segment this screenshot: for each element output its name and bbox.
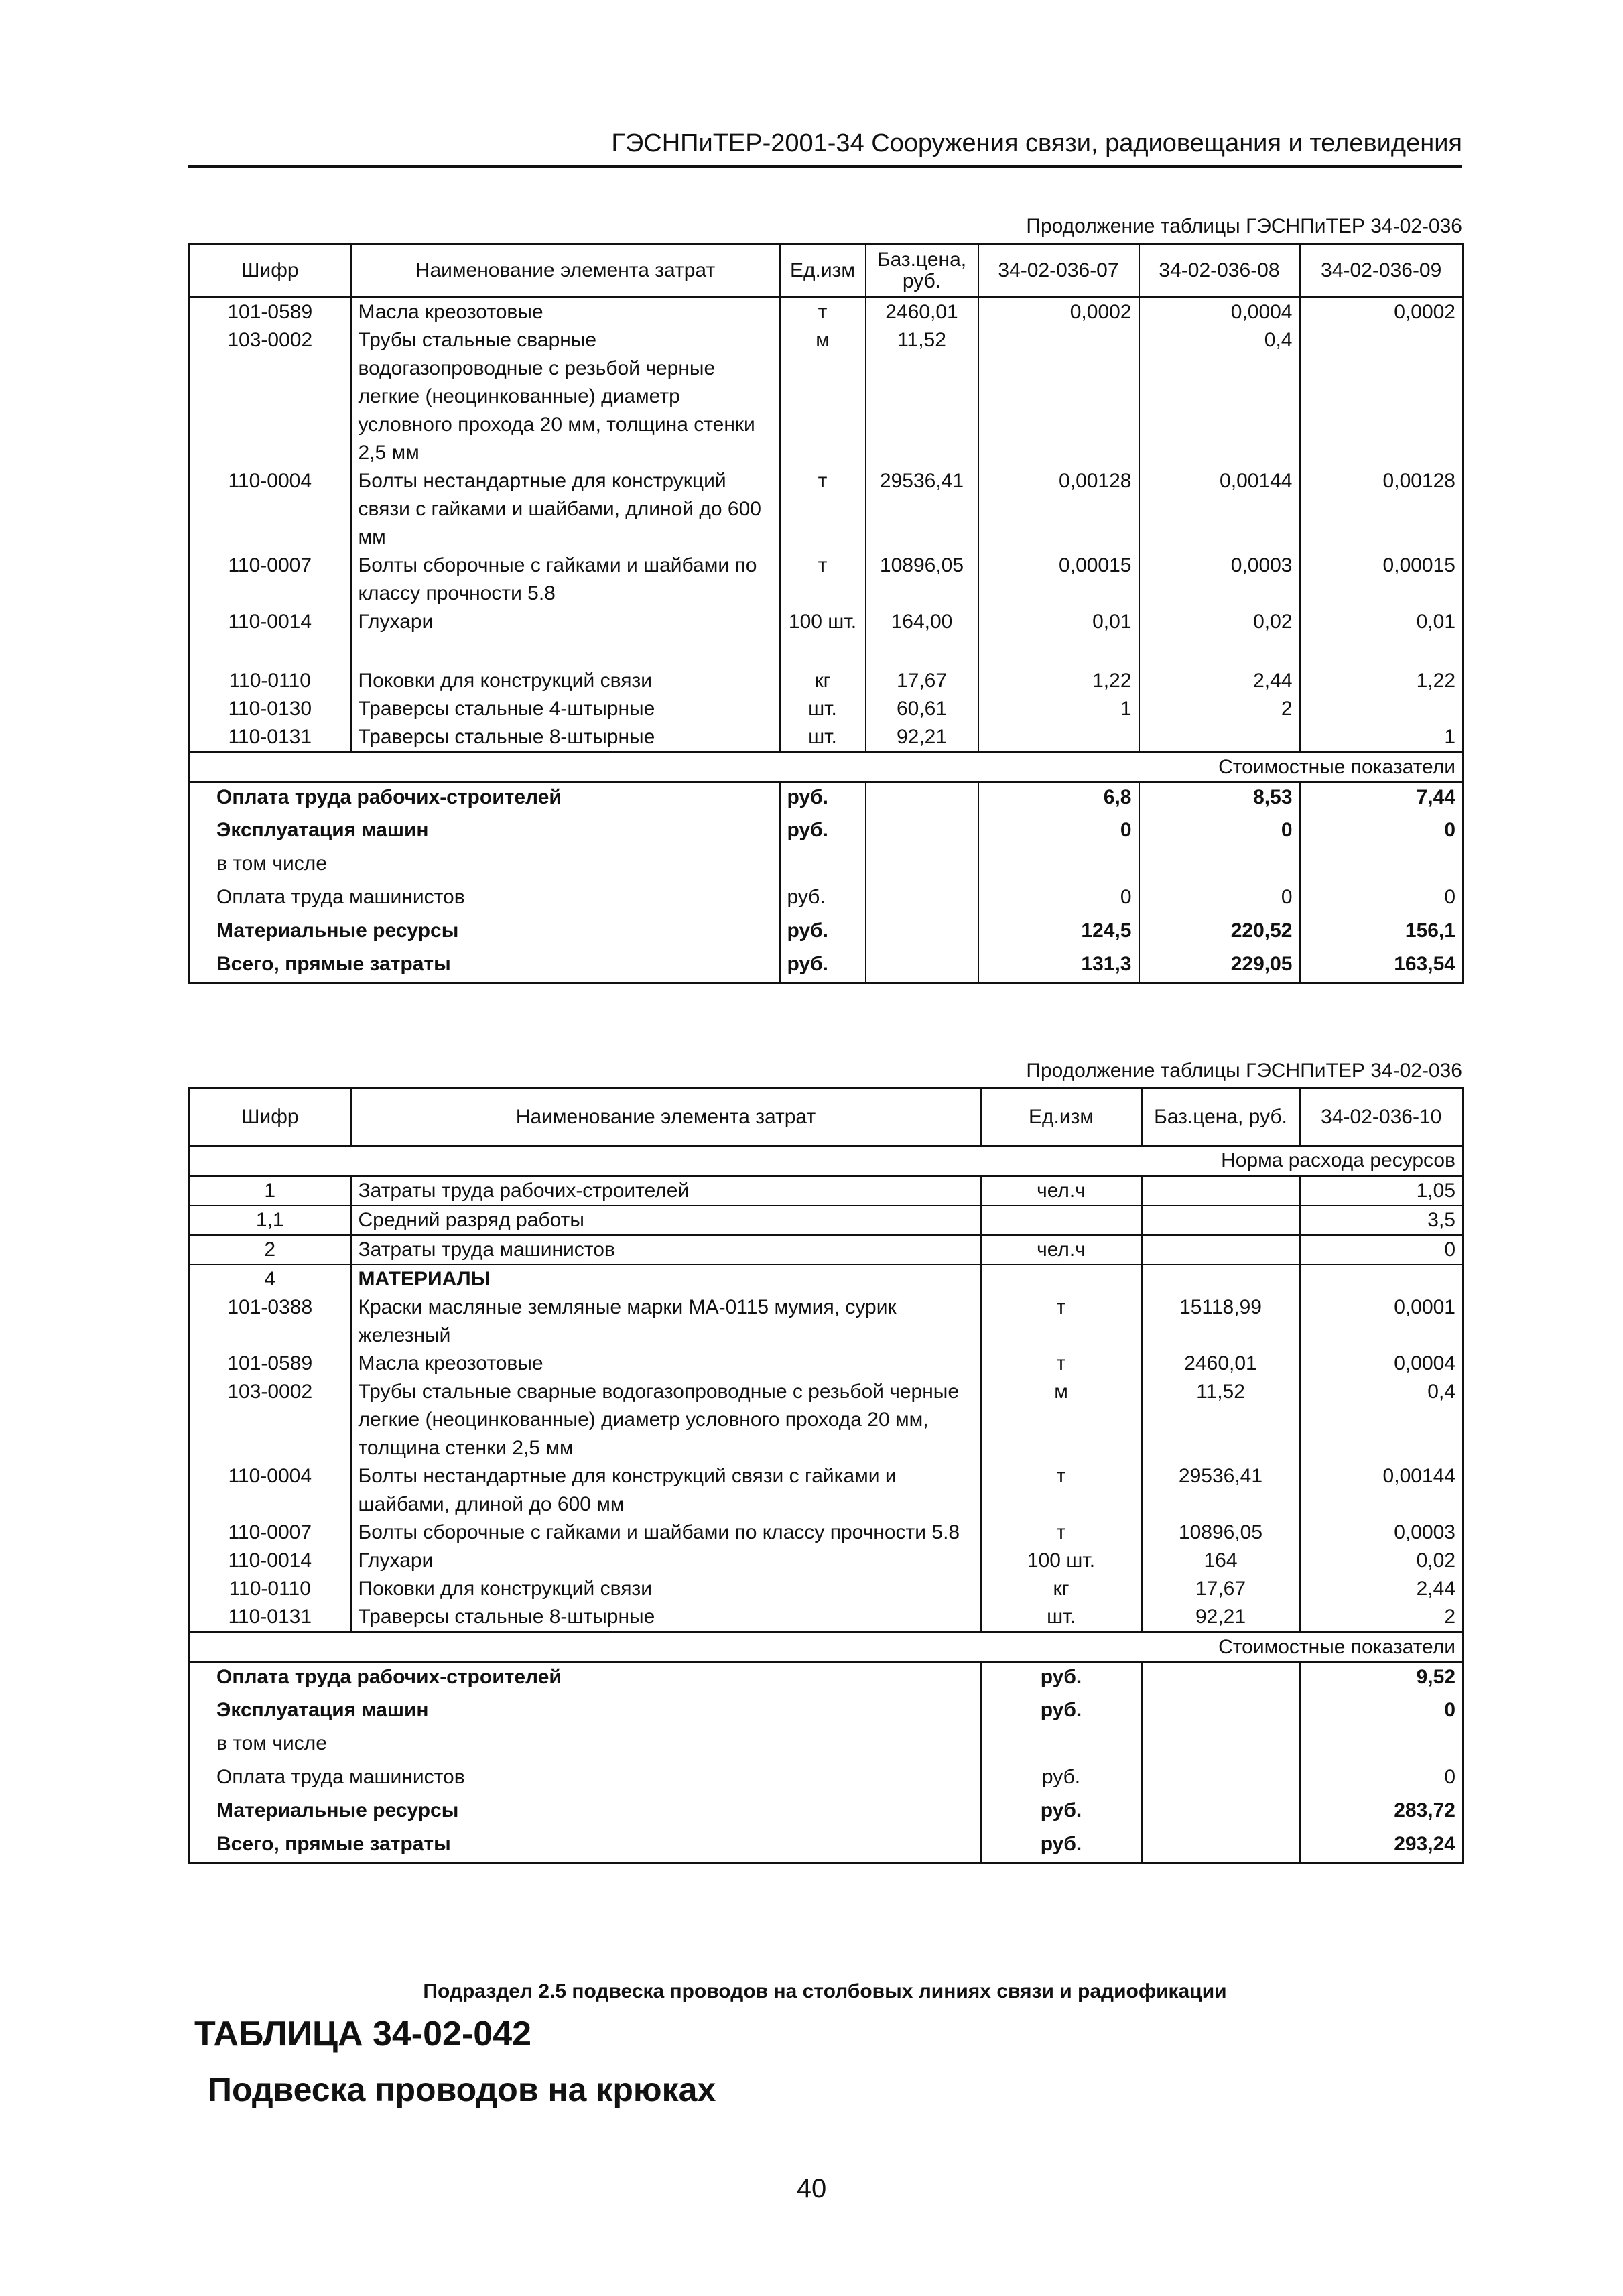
- row-code: 2: [189, 1235, 351, 1265]
- col-header-name: Наименование элемента затрат: [351, 244, 780, 298]
- cost-row: [189, 1830, 1464, 1864]
- table-row: [189, 667, 1464, 695]
- table-row: [189, 467, 1464, 552]
- cost-row: [189, 850, 1464, 883]
- col-header-price: Баз.цена, руб.: [1142, 1088, 1300, 1146]
- row-value-036-08: 0,02: [1139, 608, 1300, 667]
- table-row: [189, 1176, 1464, 1206]
- cost-value-036-09: 156,1: [1300, 917, 1464, 950]
- row-price: 60,61: [866, 695, 978, 723]
- row-name: Траверсы стальные 4-штырные: [351, 695, 780, 723]
- row-unit: [981, 1206, 1142, 1235]
- resource-table-2: [188, 1087, 1464, 1864]
- subsection-title: Подраздел 2.5 подвеска проводов на столбовых линиях связи и радиофикации: [423, 1980, 1227, 2002]
- norm-band-row: [189, 1146, 1464, 1176]
- row-unit: шт.: [981, 1603, 1142, 1633]
- cost-value-036-08: 8,53: [1139, 783, 1300, 816]
- row-value-036-09: 0,01: [1300, 608, 1464, 667]
- cost-band-label: Стоимостные показатели: [189, 1633, 1464, 1663]
- cost-label: Оплата труда машинистов: [189, 1763, 981, 1797]
- row-unit: т: [981, 1350, 1142, 1378]
- row-name: Болты нестандартные для конструкций связи с гайками и шайбами, длиной до 600 мм: [351, 1462, 981, 1519]
- row-price: 17,67: [1142, 1575, 1300, 1603]
- row-code: 103-0002: [189, 326, 351, 467]
- cost-price-empty: [1142, 1797, 1300, 1830]
- row-value-036-08: 0,0003: [1139, 552, 1300, 608]
- cost-label: Оплата труда рабочих-строителей: [189, 783, 780, 816]
- cost-unit: руб.: [780, 816, 866, 850]
- row-value-036-09: 0,00128: [1300, 467, 1464, 552]
- col-header-036-07: 34-02-036-07: [978, 244, 1139, 298]
- row-unit: т: [981, 1519, 1142, 1547]
- cost-price-empty: [866, 917, 978, 950]
- table-row: [189, 1293, 1464, 1350]
- row-name: Поковки для конструкций связи: [351, 1575, 981, 1603]
- cost-value-036-10: [1300, 1730, 1464, 1763]
- row-value-036-08: 2,44: [1139, 667, 1300, 695]
- row-code: 101-0388: [189, 1293, 351, 1350]
- table-row: [189, 1350, 1464, 1378]
- row-name: Болты нестандартные для конструкций связи с гайками и шайбами, длиной до 600 мм: [351, 467, 780, 552]
- row-value-036-07: 0,00015: [978, 552, 1139, 608]
- cost-label: Оплата труда машинистов: [189, 883, 780, 917]
- col-header-code: Шифр: [189, 244, 351, 298]
- row-value-036-09: [1300, 326, 1464, 467]
- table-row: [189, 695, 1464, 723]
- row-unit: 100 шт.: [981, 1547, 1142, 1575]
- table-row: [189, 723, 1464, 753]
- cost-value-036-10: 0: [1300, 1696, 1464, 1730]
- row-value-036-10: 0: [1300, 1235, 1464, 1265]
- cost-unit: руб.: [981, 1797, 1142, 1830]
- row-value-036-10: 1,05: [1300, 1176, 1464, 1206]
- row-value-036-10: 0,02: [1300, 1547, 1464, 1575]
- cost-label: Эксплуатация машин: [189, 1696, 981, 1730]
- row-code: 4: [189, 1265, 351, 1293]
- col-header-036-08: 34-02-036-08: [1139, 244, 1300, 298]
- table-row: [189, 1462, 1464, 1519]
- page-number: 40: [796, 2174, 827, 2204]
- row-code: 110-0014: [189, 1547, 351, 1575]
- row-price: 92,21: [1142, 1603, 1300, 1633]
- row-name: Глухари: [351, 608, 780, 667]
- cost-row: [189, 883, 1464, 917]
- cost-price-empty: [1142, 1730, 1300, 1763]
- cost-band-row: [189, 1633, 1464, 1663]
- table-row: [189, 326, 1464, 467]
- row-value-036-08: 0,0004: [1139, 298, 1300, 327]
- cost-row: [189, 950, 1464, 984]
- row-value-036-10: 0,0003: [1300, 1519, 1464, 1547]
- cost-value-036-07: 0: [978, 816, 1139, 850]
- cost-band-row: [189, 753, 1464, 783]
- table-row: [189, 608, 1464, 667]
- table1-header-row: [189, 244, 1464, 298]
- table-row: [189, 1575, 1464, 1603]
- row-name: Затраты труда рабочих-строителей: [351, 1176, 981, 1206]
- row-code: 101-0589: [189, 1350, 351, 1378]
- row-value-036-09: 1: [1300, 723, 1464, 753]
- table-row: [189, 298, 1464, 327]
- row-name: Средний разряд работы: [351, 1206, 981, 1235]
- cost-price-empty: [866, 950, 978, 984]
- cost-unit: руб.: [780, 917, 866, 950]
- table-row: [189, 1547, 1464, 1575]
- cost-value-036-07: 6,8: [978, 783, 1139, 816]
- row-price: 164,00: [866, 608, 978, 667]
- row-price: 2460,01: [1142, 1350, 1300, 1378]
- row-value-036-07: 0,01: [978, 608, 1139, 667]
- row-name: Болты сборочные с гайками и шайбами по классу прочности 5.8: [351, 552, 780, 608]
- resource-table-1: [188, 243, 1464, 984]
- row-value-036-07: [978, 326, 1139, 467]
- col-header-036-10: 34-02-036-10: [1300, 1088, 1464, 1146]
- cost-value-036-08: 229,05: [1139, 950, 1300, 984]
- row-code: 110-0007: [189, 1519, 351, 1547]
- row-price: 164: [1142, 1547, 1300, 1575]
- row-value-036-07: 0,00128: [978, 467, 1139, 552]
- row-price: 15118,99: [1142, 1293, 1300, 1350]
- row-value-036-09: 0,0002: [1300, 298, 1464, 327]
- table-row: [189, 1206, 1464, 1235]
- row-unit: [981, 1265, 1142, 1293]
- cost-unit: руб.: [981, 1696, 1142, 1730]
- row-unit: чел.ч: [981, 1176, 1142, 1206]
- table-subtitle: Подвеска проводов на крюках: [208, 2071, 716, 2108]
- row-price: [1142, 1176, 1300, 1206]
- row-value-036-10: 0,4: [1300, 1378, 1464, 1462]
- row-value-036-09: 0,00015: [1300, 552, 1464, 608]
- row-value-036-09: [1300, 695, 1464, 723]
- cost-value-036-09: [1300, 850, 1464, 883]
- cost-price-empty: [866, 783, 978, 816]
- row-unit: т: [780, 552, 866, 608]
- cost-row: [189, 816, 1464, 850]
- row-code: 110-0004: [189, 467, 351, 552]
- row-code: 110-0130: [189, 695, 351, 723]
- row-code: 1,1: [189, 1206, 351, 1235]
- row-value-036-10: [1300, 1265, 1464, 1293]
- row-value-036-08: [1139, 723, 1300, 753]
- cost-row: [189, 1663, 1464, 1696]
- cost-value-036-07: [978, 850, 1139, 883]
- cost-value-036-09: 7,44: [1300, 783, 1464, 816]
- row-price: 2460,01: [866, 298, 978, 327]
- cost-value-036-10: 283,72: [1300, 1797, 1464, 1830]
- row-price: [1142, 1235, 1300, 1265]
- col-header-036-09: 34-02-036-09: [1300, 244, 1464, 298]
- row-name: Болты сборочные с гайками и шайбами по классу прочности 5.8: [351, 1519, 981, 1547]
- cost-value-036-08: 220,52: [1139, 917, 1300, 950]
- row-price: 92,21: [866, 723, 978, 753]
- cost-unit: руб.: [981, 1830, 1142, 1864]
- row-name: Траверсы стальные 8-штырные: [351, 723, 780, 753]
- cost-label: Оплата труда рабочих-строителей: [189, 1663, 981, 1696]
- row-code: 110-0004: [189, 1462, 351, 1519]
- row-value-036-10: 2: [1300, 1603, 1464, 1633]
- cost-value-036-07: 131,3: [978, 950, 1139, 984]
- row-code: 110-0110: [189, 667, 351, 695]
- row-price: 11,52: [866, 326, 978, 467]
- table2-caption: Продолжение таблицы ГЭСНПиТЕР 34-02-036: [1026, 1060, 1462, 1082]
- row-code: 101-0589: [189, 298, 351, 327]
- cost-price-empty: [1142, 1663, 1300, 1696]
- table1-caption: Продолжение таблицы ГЭСНПиТЕР 34-02-036: [1026, 215, 1462, 237]
- row-price: [1142, 1206, 1300, 1235]
- row-price: [1142, 1265, 1300, 1293]
- row-name: МАТЕРИАЛЫ: [351, 1265, 981, 1293]
- row-name: Глухари: [351, 1547, 981, 1575]
- row-code: 110-0131: [189, 723, 351, 753]
- row-value-036-10: 0,00144: [1300, 1462, 1464, 1519]
- cost-label: в том числе: [189, 850, 780, 883]
- cost-value-036-09: 163,54: [1300, 950, 1464, 984]
- cost-value-036-09: 0: [1300, 816, 1464, 850]
- cost-label: Всего, прямые затраты: [189, 1830, 981, 1864]
- row-price: 10896,05: [866, 552, 978, 608]
- row-name: Трубы стальные сварные водогазопроводные с резьбой черные легкие (неоцинкованные) диаметр условного прохода 20 мм, толщина стенки 2,5 мм: [351, 1378, 981, 1462]
- row-unit: шт.: [780, 695, 866, 723]
- row-unit: т: [981, 1462, 1142, 1519]
- cost-price-empty: [866, 883, 978, 917]
- row-code: 110-0007: [189, 552, 351, 608]
- cost-value-036-10: 9,52: [1300, 1663, 1464, 1696]
- cost-unit: руб.: [780, 783, 866, 816]
- cost-unit: [981, 1730, 1142, 1763]
- row-code: 110-0131: [189, 1603, 351, 1633]
- cost-label: Всего, прямые затраты: [189, 950, 780, 984]
- row-value-036-08: 2: [1139, 695, 1300, 723]
- col-header-name: Наименование элемента затрат: [351, 1088, 981, 1146]
- cost-row: [189, 1797, 1464, 1830]
- row-name: Масла креозотовые: [351, 298, 780, 327]
- row-value-036-09: 1,22: [1300, 667, 1464, 695]
- cost-unit: руб.: [981, 1663, 1142, 1696]
- cost-price-empty: [866, 850, 978, 883]
- table-row: [189, 552, 1464, 608]
- col-header-unit: Ед.изм: [780, 244, 866, 298]
- row-code: 110-0110: [189, 1575, 351, 1603]
- col-header-unit: Ед.изм: [981, 1088, 1142, 1146]
- row-value-036-07: 1: [978, 695, 1139, 723]
- cost-row: [189, 783, 1464, 816]
- row-value-036-07: 0,0002: [978, 298, 1139, 327]
- cost-unit: руб.: [780, 950, 866, 984]
- row-name: Затраты труда машинистов: [351, 1235, 981, 1265]
- row-value-036-07: 1,22: [978, 667, 1139, 695]
- cost-value-036-10: 0: [1300, 1763, 1464, 1797]
- cost-value-036-08: 0: [1139, 816, 1300, 850]
- row-unit: кг: [981, 1575, 1142, 1603]
- cost-price-empty: [1142, 1763, 1300, 1797]
- row-price: 17,67: [866, 667, 978, 695]
- cost-label: Эксплуатация машин: [189, 816, 780, 850]
- row-name: Масла креозотовые: [351, 1350, 981, 1378]
- row-unit: шт.: [780, 723, 866, 753]
- row-name: Краски масляные земляные марки МА-0115 мумия, сурик железный: [351, 1293, 981, 1350]
- row-value-036-10: 2,44: [1300, 1575, 1464, 1603]
- cost-row: [189, 1730, 1464, 1763]
- cost-price-empty: [866, 816, 978, 850]
- table-row: [189, 1265, 1464, 1293]
- cost-row: [189, 917, 1464, 950]
- cost-value-036-08: [1139, 850, 1300, 883]
- cost-value-036-07: 124,5: [978, 917, 1139, 950]
- table2-header-row: [189, 1088, 1464, 1146]
- row-name: Траверсы стальные 8-штырные: [351, 1603, 981, 1633]
- cost-value-036-08: 0: [1139, 883, 1300, 917]
- page-header: ГЭСНПиТЕР-2001-34 Сооружения связи, радиовещания и телевидения: [188, 125, 1462, 168]
- row-value-036-07: [978, 723, 1139, 753]
- row-unit: т: [780, 298, 866, 327]
- col-header-code: Шифр: [189, 1088, 351, 1146]
- row-price: 10896,05: [1142, 1519, 1300, 1547]
- row-unit: м: [780, 326, 866, 467]
- row-unit: кг: [780, 667, 866, 695]
- row-price: 29536,41: [866, 467, 978, 552]
- table-row: [189, 1603, 1464, 1633]
- table-row: [189, 1519, 1464, 1547]
- row-unit: м: [981, 1378, 1142, 1462]
- row-value-036-10: 0,0001: [1300, 1293, 1464, 1350]
- cost-label: в том числе: [189, 1730, 981, 1763]
- cost-row: [189, 1763, 1464, 1797]
- cost-label: Материальные ресурсы: [189, 1797, 981, 1830]
- table-row: [189, 1235, 1464, 1265]
- cost-value-036-09: 0: [1300, 883, 1464, 917]
- row-unit: чел.ч: [981, 1235, 1142, 1265]
- row-code: 110-0014: [189, 608, 351, 667]
- cost-unit: [780, 850, 866, 883]
- cost-price-empty: [1142, 1696, 1300, 1730]
- col-header-price: Баз.цена, руб.: [866, 244, 978, 298]
- norm-band-label: Норма расхода ресурсов: [189, 1146, 1464, 1176]
- cost-label: Материальные ресурсы: [189, 917, 780, 950]
- row-value-036-08: 0,4: [1139, 326, 1300, 467]
- row-code: 1: [189, 1176, 351, 1206]
- row-value-036-10: 0,0004: [1300, 1350, 1464, 1378]
- row-unit: т: [981, 1293, 1142, 1350]
- row-code: 103-0002: [189, 1378, 351, 1462]
- cost-value-036-10: 293,24: [1300, 1830, 1464, 1864]
- cost-row: [189, 1696, 1464, 1730]
- cost-unit: руб.: [981, 1763, 1142, 1797]
- row-price: 29536,41: [1142, 1462, 1300, 1519]
- row-value-036-10: 3,5: [1300, 1206, 1464, 1235]
- cost-unit: руб.: [780, 883, 866, 917]
- row-unit: 100 шт.: [780, 608, 866, 667]
- table-title: ТАБЛИЦА 34-02-042: [194, 2015, 532, 2053]
- row-value-036-08: 0,00144: [1139, 467, 1300, 552]
- row-unit: т: [780, 467, 866, 552]
- table-row: [189, 1378, 1464, 1462]
- row-price: 11,52: [1142, 1378, 1300, 1462]
- cost-value-036-07: 0: [978, 883, 1139, 917]
- row-name: Трубы стальные сварные водогазопроводные с резьбой черные легкие (неоцинкованные) диаметр условного прохода 20 мм, толщина стенки 2,5 мм: [351, 326, 780, 467]
- cost-band-label: Стоимостные показатели: [189, 753, 1464, 783]
- row-name: Поковки для конструкций связи: [351, 667, 780, 695]
- cost-price-empty: [1142, 1830, 1300, 1864]
